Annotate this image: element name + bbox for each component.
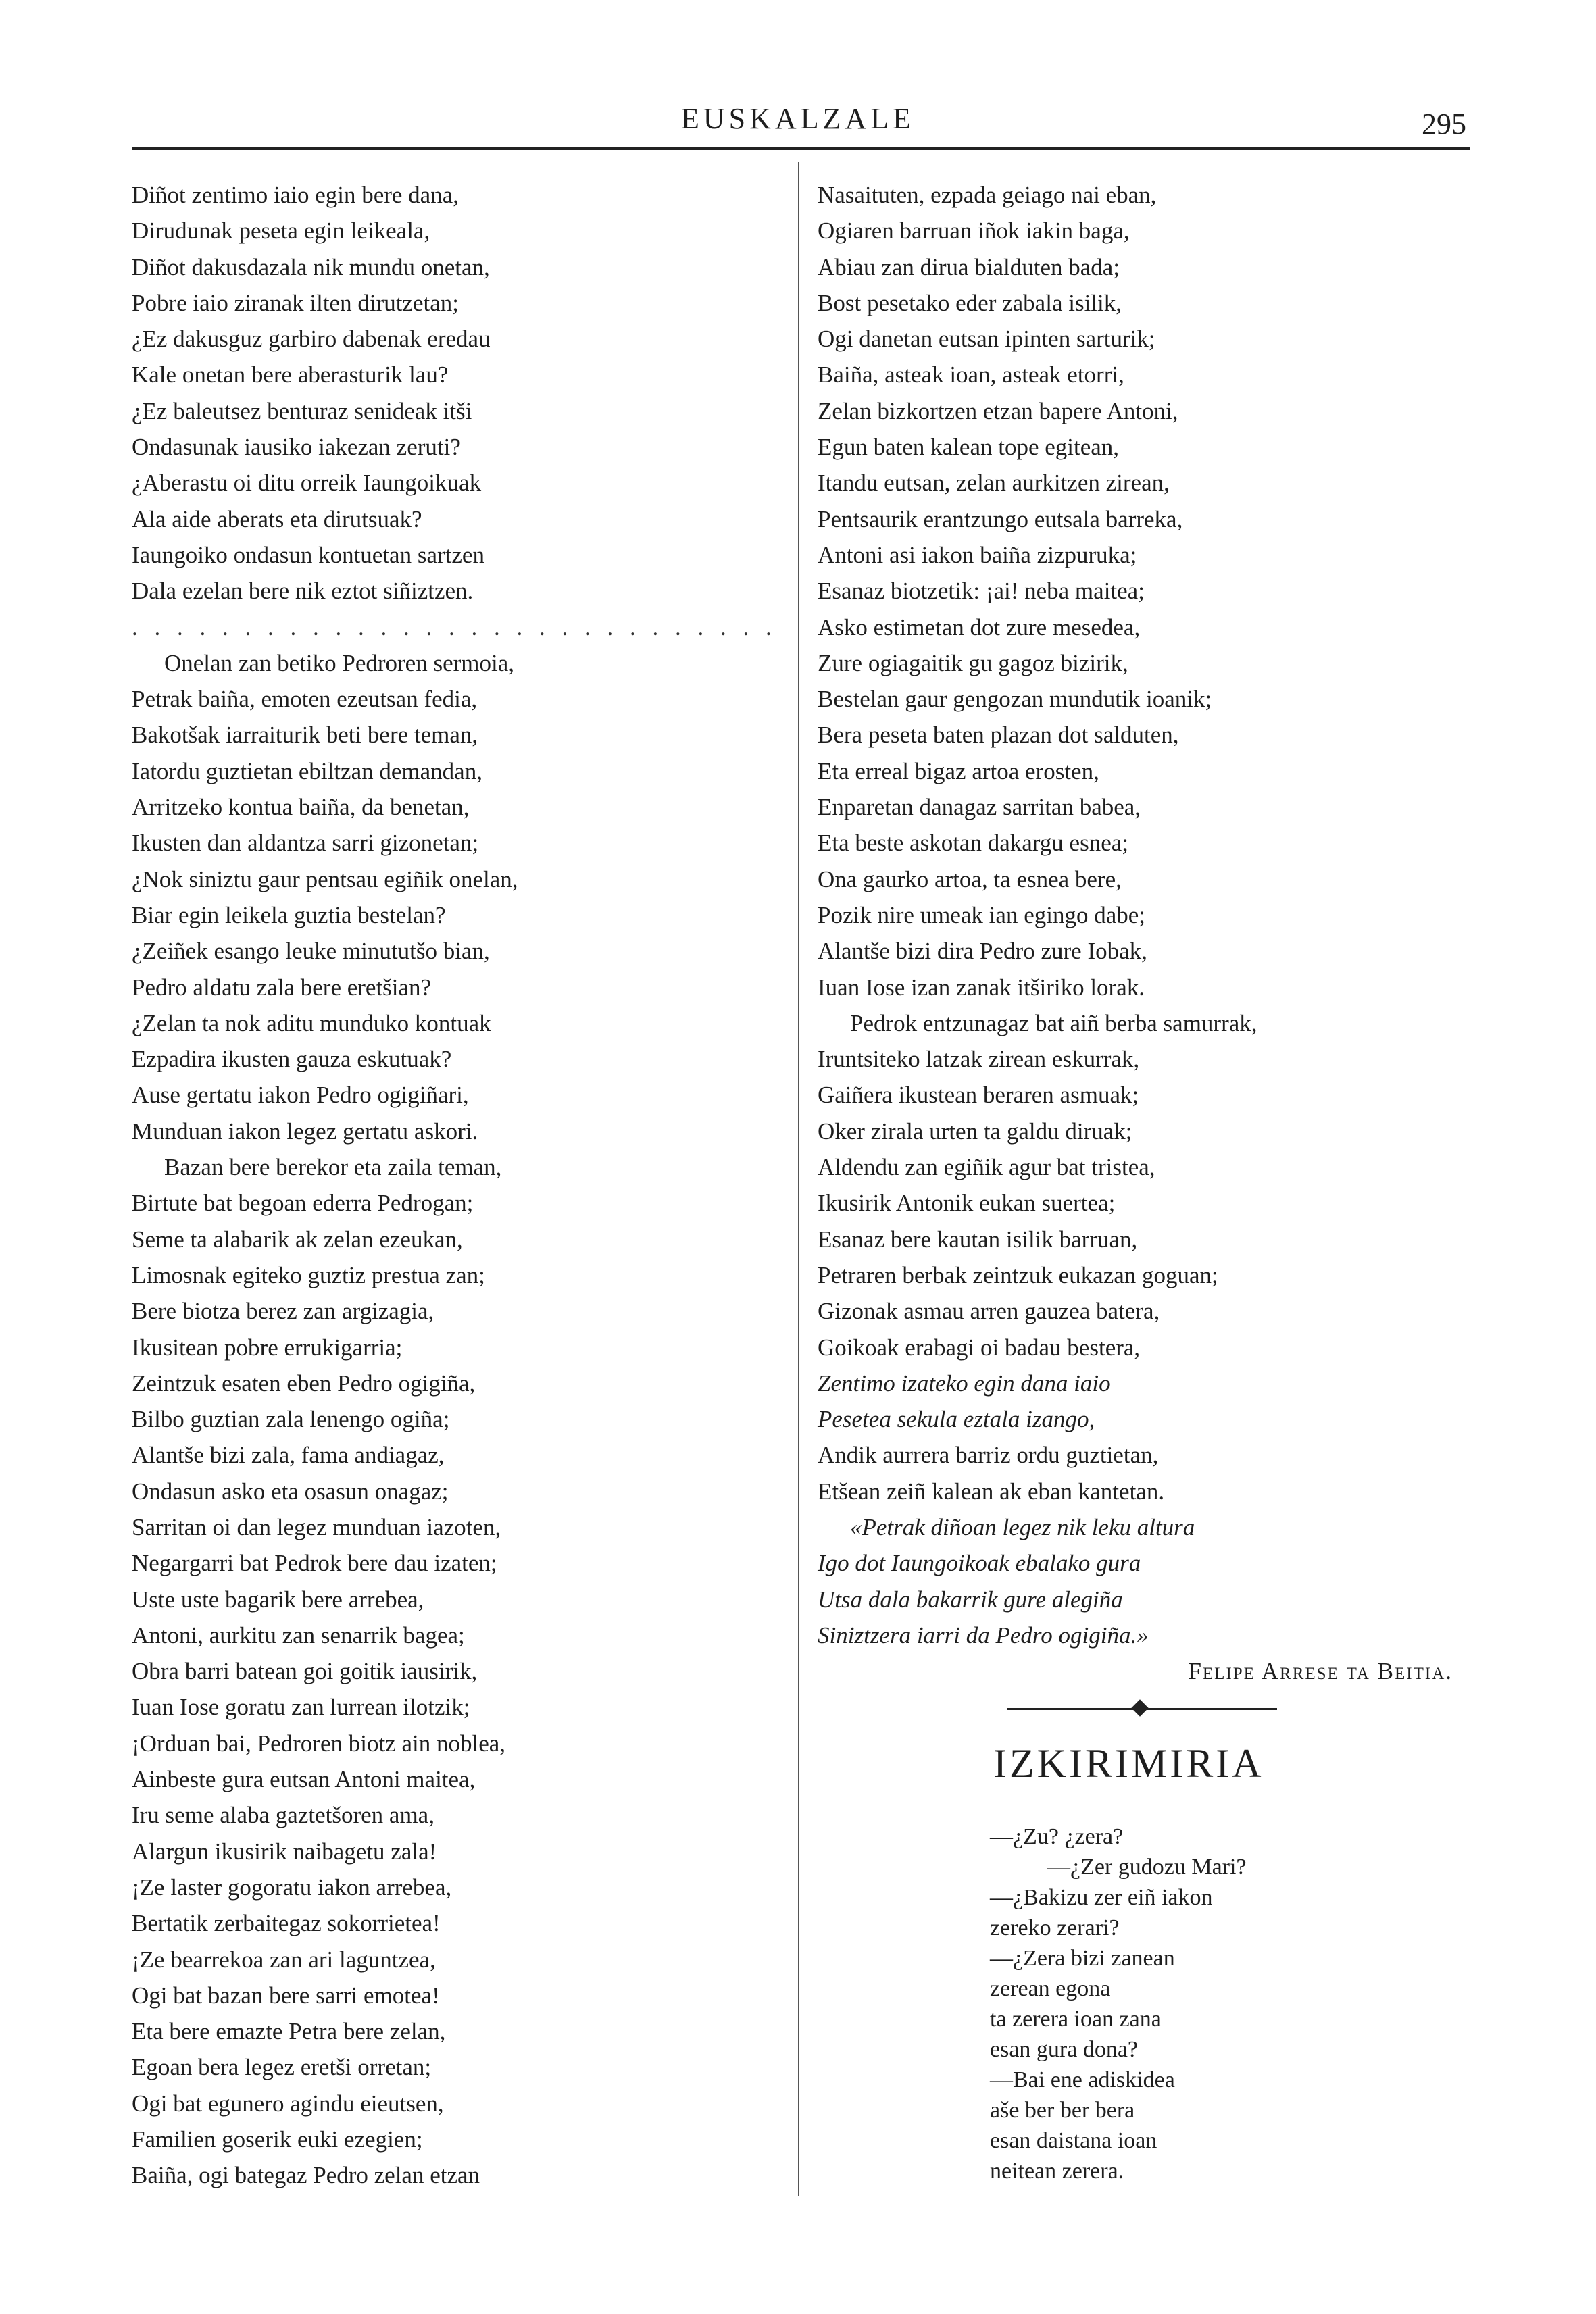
verse-line: Ala aide aberats eta dirutsuak?: [132, 505, 422, 532]
verse-line: Zentimo izateko egin dana iaio: [818, 1369, 1111, 1397]
verse-line: Ogi danetan eutsan ipinten sarturik;: [818, 326, 1155, 353]
verse-line: Pobre iaio ziranak ilten dirutzetan;: [132, 289, 459, 316]
verse-line: Nasaituten, ezpada geiago nai eban,: [818, 182, 1157, 208]
verse-line: ¿Aberastu oi ditu orreik Iaungoikuak: [132, 470, 482, 497]
verse-line: Biar egin leikela guztia bestelan?: [132, 901, 446, 928]
poem-line: esan daistana ioan: [990, 2128, 1157, 2154]
verse-line: Abiau zan dirua bialduten bada;: [818, 253, 1120, 280]
verse-line: Dala ezelan bere nik eztot siñiztzen.: [132, 578, 474, 605]
verse-line: ¿Ez dakusguz garbiro dabenak eredau: [132, 326, 491, 353]
section-title: IZKIRIMIRIA: [993, 1741, 1264, 1786]
verse-line: Iuan Iose goratu zan lurrean ilotzik;: [132, 1694, 470, 1721]
verse-line: ¿Zeiñek esango leuke minututšo bian,: [132, 938, 490, 965]
verse-line: Zeintzuk esaten eben Pedro ogigiña,: [132, 1369, 476, 1397]
quote-line: Igo dot Iaungoikoak ebalako gura: [818, 1550, 1141, 1577]
verse-line: Zelan bizkortzen etzan bapere Antoni,: [818, 397, 1178, 424]
verse-line: Petraren berbak zeintzuk eukazan goguan;: [818, 1261, 1218, 1288]
verse-line: Enparetan danagaz sarritan babea,: [818, 794, 1141, 821]
verse-line: Uste uste bagarik bere arrebea,: [132, 1586, 424, 1613]
page-number: 295: [1422, 107, 1466, 141]
verse-line: Bilbo guztian zala lenengo ogiña;: [132, 1406, 450, 1433]
verse-line: Esanaz biotzetik: ¡ai! neba maitea;: [818, 578, 1145, 605]
ellipsis-separator: . . . . . . . . . . . . . . . . . . . . . . . . . . . . .: [132, 613, 777, 640]
verse-line: Negargarri bat Pedrok bere dau izaten;: [132, 1550, 497, 1577]
verse-line: Ikusirik Antonik eukan suertea;: [818, 1190, 1116, 1217]
verse-line: Iaungoiko ondasun kontuetan sartzen: [132, 541, 484, 568]
verse-line: Egun baten kalean tope egitean,: [818, 434, 1120, 461]
verse-line: Iuan Iose izan zanak itširiko lorak.: [818, 974, 1145, 1001]
verse-line: Ondasunak iausiko iakezan zeruti?: [132, 434, 461, 461]
poem-line: —¿Bakizu zer eiñ iakon: [990, 1885, 1213, 1911]
verse-line: ¿Nok siniztu gaur pentsau egiñik onelan,: [132, 865, 518, 892]
verse-line: ¡Orduan bai, Pedroren biotz ain noblea,: [132, 1730, 506, 1757]
verse-line: Sarritan oi dan legez munduan iazoten,: [132, 1513, 501, 1540]
verse-line: Diñot dakusdazala nik mundu onetan,: [132, 253, 490, 280]
poem-line: —Bai ene adiskidea: [990, 2067, 1175, 2093]
right-column: [818, 177, 1466, 2186]
verse-line: Ikusten dan aldantza sarri gizonetan;: [132, 830, 479, 857]
verse-line: Diñot zentimo iaio egin bere dana,: [132, 182, 459, 208]
poem-line: neitean zerera.: [990, 2159, 1124, 2184]
verse-line: Pedro aldatu zala bere eretšian?: [132, 974, 432, 1001]
verse-line: Goikoak erabagi oi badau bestera,: [818, 1334, 1141, 1361]
verse-line: Egoan bera legez eretši orretan;: [132, 2054, 432, 2081]
verse-line: Gizonak asmau arren gauzea batera,: [818, 1298, 1160, 1325]
verse-line: Ainbeste gura eutsan Antoni maitea,: [132, 1766, 476, 1793]
verse-line: Iru seme alaba gaztetšoren ama,: [132, 1802, 434, 1829]
verse-line: Iruntsiteko latzak zirean eskurrak,: [818, 1046, 1140, 1073]
verse-line: Pentsaurik erantzungo eutsala barreka,: [818, 505, 1183, 532]
poem-line: —¿Zera bizi zanean: [990, 1946, 1175, 1971]
verse-line: Munduan iakon legez gertatu askori.: [132, 1117, 478, 1145]
verse-line: Pozik nire umeak ian egingo dabe;: [818, 901, 1145, 928]
quote-line: Utsa dala bakarrik gure alegiña: [818, 1586, 1123, 1613]
verse-line: Iatordu guztietan ebiltzan demandan,: [132, 757, 482, 784]
verse-line: Petrak baiña, emoten ezeutsan fedia,: [132, 686, 478, 713]
verse-line: Limosnak egiteko guztiz prestua zan;: [132, 1261, 485, 1288]
poem-line: zereko zerari?: [990, 1915, 1120, 1941]
verse-line: Ondasun asko eta osasun onagaz;: [132, 1478, 449, 1505]
verse-line: Bere biotza berez zan argizagia,: [132, 1298, 434, 1325]
verse-line: Bost pesetako eder zabala isilik,: [818, 289, 1122, 316]
verse-line: Arritzeko kontua baiña, da benetan,: [132, 794, 470, 821]
verse-line: Kale onetan bere aberasturik lau?: [132, 361, 449, 388]
quote-line: «Petrak diñoan legez nik leku altura: [850, 1513, 1195, 1540]
verse-line: Ikusitean pobre errukigarria;: [132, 1334, 403, 1361]
verse-line: Gaiñera ikustean beraren asmuak;: [818, 1082, 1139, 1109]
verse-line: Bertatik zerbaitegaz sokorrietea!: [132, 1910, 441, 1937]
verse-line: Asko estimetan dot zure mesedea,: [818, 613, 1141, 640]
verse-line: Onelan zan betiko Pedroren sermoia,: [164, 649, 515, 676]
verse-line: Alargun ikusirik naibagetu zala!: [132, 1838, 437, 1865]
verse-line: Seme ta alabarik ak zelan ezeukan,: [132, 1226, 463, 1253]
verse-line: Pedrok entzunagaz bat aiñ berba samurrak,: [850, 1009, 1257, 1036]
verse-line: ¡Ze laster gogoratu iakon arrebea,: [132, 1873, 452, 1901]
verse-line: ¿Ez baleutsez benturaz senideak itši: [132, 397, 472, 424]
poem-line: —¿Zu? ¿zera?: [990, 1824, 1124, 1850]
section-separator: [818, 1689, 1466, 1730]
verse-line: Alantše bizi zala, fama andiagaz,: [132, 1442, 445, 1469]
verse-line: Birtute bat begoan ederra Pedrogan;: [132, 1190, 474, 1217]
verse-line: Baiña, ogi bategaz Pedro zelan etzan: [132, 2162, 480, 2189]
verse-line: Baiña, asteak ioan, asteak etorri,: [818, 361, 1124, 388]
verse-line: Etšean zeiñ kalean ak eban kantetan.: [818, 1478, 1165, 1505]
verse-line: Ogi bat egunero agindu eieutsen,: [132, 2090, 444, 2117]
running-header: EUSKALZALE: [681, 102, 915, 135]
poem-line: ta zerera ioan zana: [990, 2007, 1162, 2032]
diamond-ornament-icon: [1131, 1700, 1148, 1717]
header-rule: [132, 147, 1470, 150]
verse-line: Andik aurrera barriz ordu guztietan,: [818, 1442, 1159, 1469]
verse-line: Ause gertatu iakon Pedro ogigiñari,: [132, 1082, 469, 1109]
left-column: [132, 177, 780, 2194]
verse-line: Eta bere emazte Petra bere zelan,: [132, 2018, 446, 2045]
verse-line: Pesetea sekula eztala izango,: [818, 1406, 1095, 1433]
verse-line: Eta beste askotan dakargu esnea;: [818, 830, 1129, 857]
verse-line: Familien goserik euki ezegien;: [132, 2126, 423, 2153]
verse-line: Bazan bere berekor eta zaila teman,: [164, 1154, 502, 1181]
verse-line: Ona gaurko artoa, ta esnea bere,: [818, 865, 1122, 892]
verse-line: Ogiaren barruan iñok iakin baga,: [818, 218, 1130, 245]
verse-line: Alantše bizi dira Pedro zure Iobak,: [818, 938, 1147, 965]
poem-line: esan gura dona?: [990, 2037, 1139, 2063]
verse-line: Antoni, aurkitu zan senarrik bagea;: [132, 1621, 465, 1649]
verse-line: Bera peseta baten plazan dot salduten,: [818, 722, 1179, 749]
verse-line: Oker zirala urten ta galdu diruak;: [818, 1117, 1132, 1145]
verse-line: Dirudunak peseta egin leikeala,: [132, 218, 430, 245]
verse-line: ¿Zelan ta nok aditu munduko kontuak: [132, 1009, 491, 1036]
verse-line: Ezpadira ikusten gauza eskutuak?: [132, 1046, 452, 1073]
verse-line: Ogi bat bazan bere sarri emotea!: [132, 1982, 440, 2009]
verse-line: Esanaz bere kautan isilik barruan,: [818, 1226, 1138, 1253]
author-signature: Felipe Arrese ta Beitia.: [1188, 1658, 1453, 1685]
poem-line: zerean egona: [990, 1976, 1111, 2002]
verse-line: Zure ogiagaitik gu gagoz bizirik,: [818, 649, 1128, 676]
dialogue-poem: [990, 1821, 1596, 2186]
verse-line: Eta erreal bigaz artoa erosten,: [818, 757, 1099, 784]
verse-line: Itandu eutsan, zelan aurkitzen zirean,: [818, 470, 1170, 497]
poem-line: —¿Zer gudozu Mari?: [1047, 1855, 1247, 1880]
column-divider: [798, 162, 799, 2196]
verse-line: Obra barri batean goi goitik iausirik,: [132, 1658, 478, 1685]
verse-line: Bestelan gaur gengozan mundutik ioanik;: [818, 686, 1212, 713]
verse-line: ¡Ze bearrekoa zan ari laguntzea,: [132, 1946, 436, 1973]
verse-line: Aldendu zan egiñik agur bat tristea,: [818, 1154, 1155, 1181]
verse-line: Antoni asi iakon baiña zizpuruka;: [818, 541, 1137, 568]
quote-line: Siniztzera iarri da Pedro ogigiña.»: [818, 1621, 1149, 1649]
poem-line: aše ber ber bera: [990, 2098, 1135, 2123]
verse-line: Bakotšak iarraiturik beti bere teman,: [132, 722, 478, 749]
